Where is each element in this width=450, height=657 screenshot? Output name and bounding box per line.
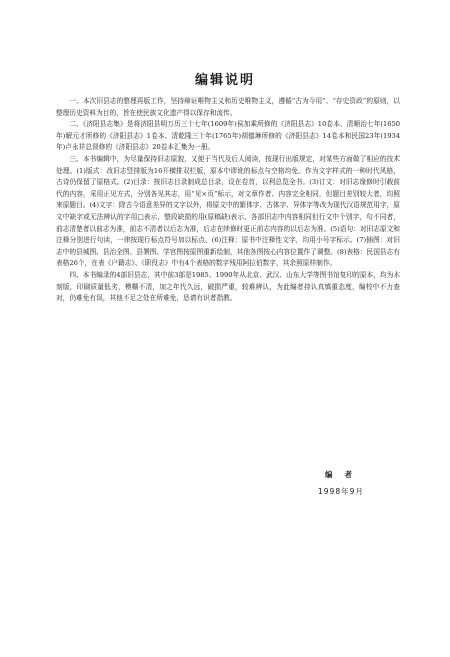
paragraph-3: 三、本书编辑中，为尽量保持旧志原貌，又便于当代及后人阅读，按现行出版规定，对某些方面做了相应的技术处理。(1)版式：改旧志竖排版为16开横排双栏版，原本中谬讹的标点与空格均免。作为文字样式的一种时代风格，古诗仍保留了原格式。(2)目录：按旧志目录制成总目录，设在卷首，以利总览全书。(3)订文：对旧志缘修时引载前代的内容，采用正见方式，分别各见其志，用“见×页”标示，对文章作者、内容完全相同，但题目差别较大者，均照来原题目。(4)文字：除古今语意差异的文字以外，将原文中的繁体字、古体字、异体字等改为现代汉语规范用字，原文中缺字或无法辨认的字用□表示，整段缺损的用(原稿缺)表示，各部旧志中内容相同但行文中个别字，句不同者，前志清楚者以前志为准，前志不清者以后志为准，后志在续修时更正前志内容的以后志为准。(5)语句：对旧志原文和注释分别进行句读，一律按现行标点符号加以标点。(6)注释：原书中注释性文字，均用小号字标示。(7)插图：对旧志中的县城图、县治全图、县署图、学宫图按原图重新绘制，其他各图按心内容位置作了调整。(8)表格：民国县志有表格26个，在表《户籍志》、《职役志》中有4个表格的数字残用阿拉伯数字，其余照原样制作。 xyxy=(56,154,400,268)
paragraph-2: 二、《济阳县志集》是将济阳县明万历三十七年(1609年)侯加乘所修的《济阳县志》10卷本、清顺治七年(1650年)解元才所修的《济阳县志》1卷本、清乾隆三十年(1765年)胡德琳所修的《济阳县志》14卷本和民国23年(1934年)卢永祥总督修的《济阳县志》20卷本汇集为一册。 xyxy=(56,120,400,152)
document-body xyxy=(56,96,400,305)
paragraph-4: 四、本书编录的4部旧县志，其中前3部是1985、1990年从北京、武汉、山东大学等图书馆复印的原本，均为木刻版，印刷质量低劣，模糊不清，加之年代久远，破损严重，较难辨认，为此编者持认真慎重态度，编校中不力查对，仍难免有误，其他不足之处在所难免，恳请有识者指教。 xyxy=(56,270,400,303)
paragraph-1: 一、本次旧县志的整理再版工作，坚持辩证唯物主义和历史唯物主义，遵循“古为今用”、“存史资政”的原则，以整理历史资料为目的，旨在使民族文化遗产得以保存和流传。 xyxy=(56,97,400,117)
editor-signature: 编者 xyxy=(325,470,364,479)
page-title: 编辑说明 xyxy=(194,73,255,88)
signature-date: 1998年9月 xyxy=(318,487,364,496)
